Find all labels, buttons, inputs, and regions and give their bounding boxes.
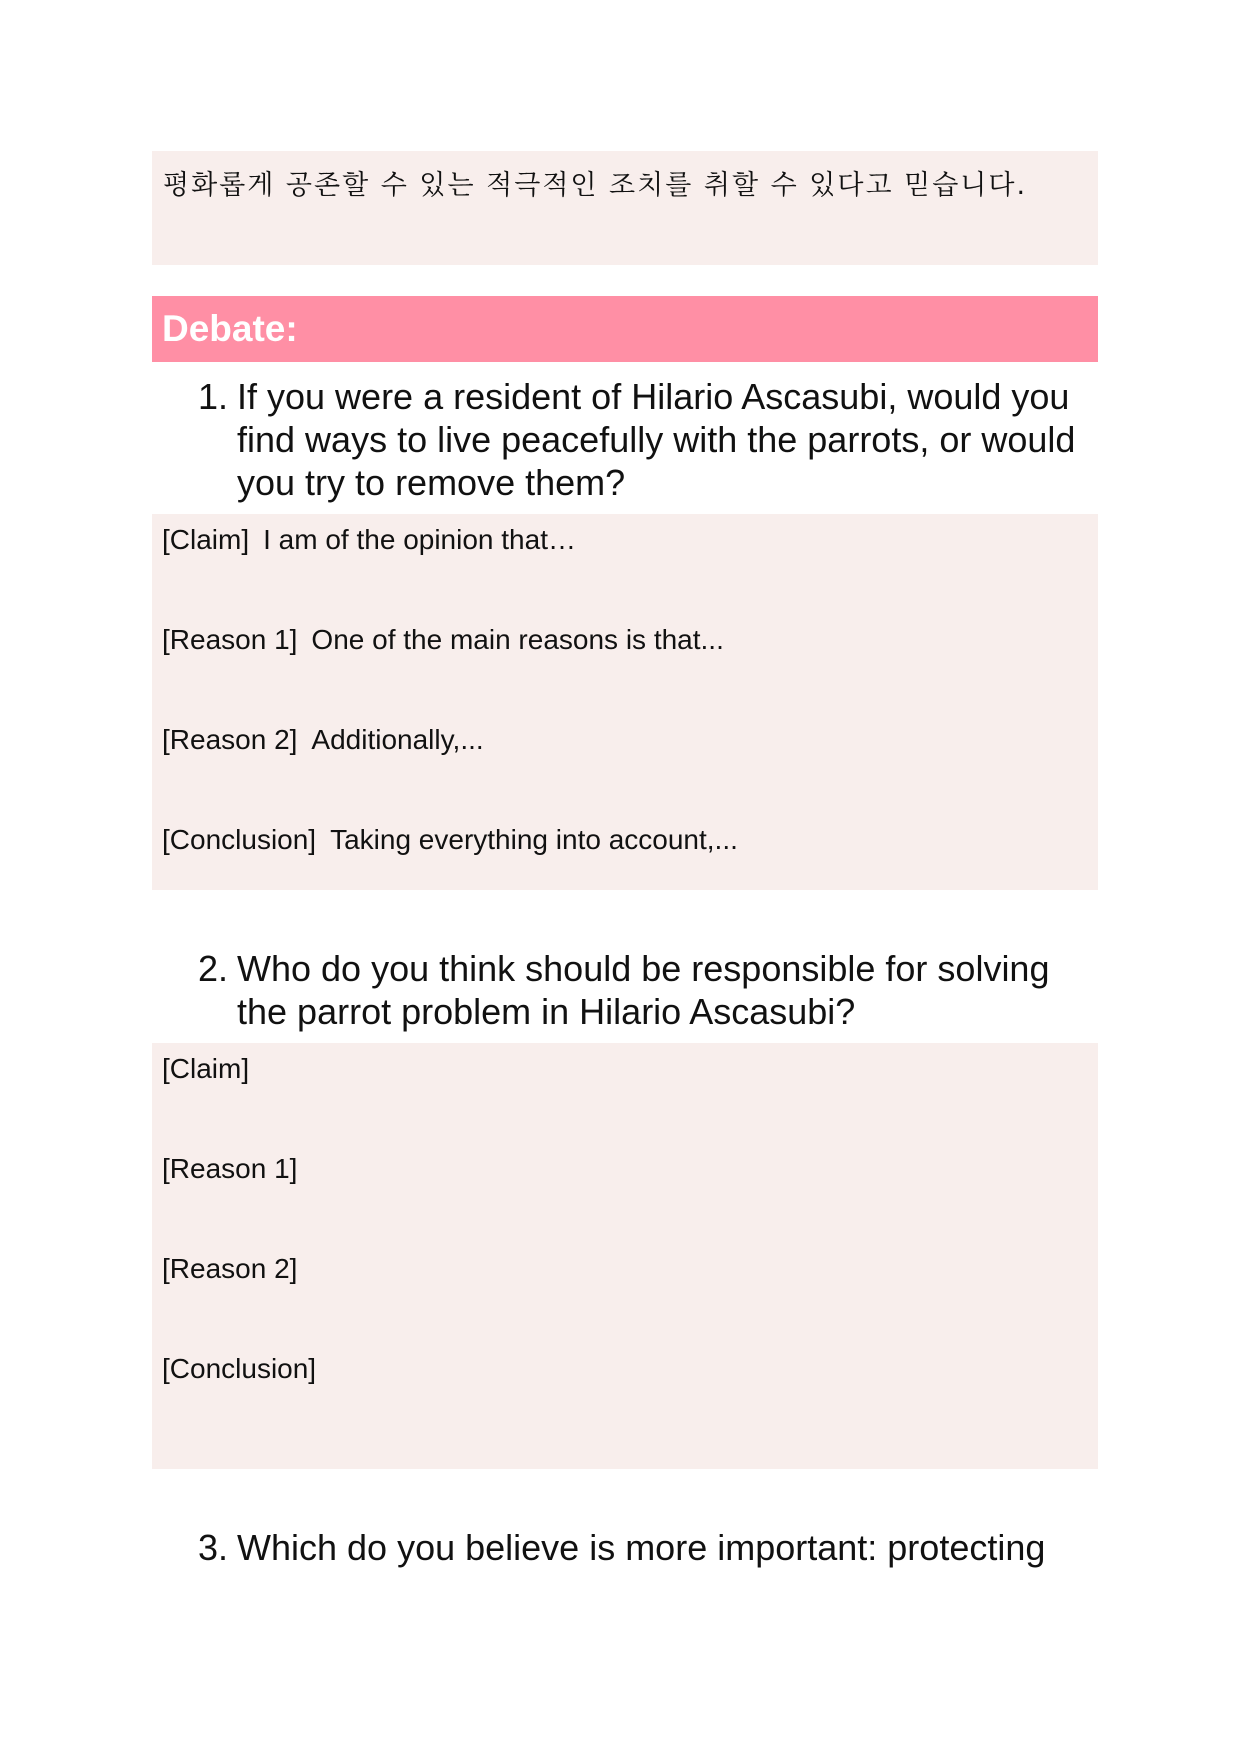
- answer-box-2[interactable]: [152, 1043, 1098, 1469]
- question-3-number: 3.: [198, 1527, 229, 1568]
- question-2-number: 2.: [198, 948, 229, 989]
- question-1-number: 1.: [198, 376, 229, 417]
- answer-1-claim: [162, 524, 576, 556]
- claim-tag: [Claim]: [162, 524, 250, 555]
- reason-2-text: Additionally,...: [311, 724, 484, 755]
- reason-2-tag: [Reason 2]: [162, 724, 298, 755]
- answer-1-conclusion: [162, 824, 738, 856]
- claim-text: I am of the opinion that…: [263, 524, 576, 555]
- answer-2-claim: [162, 1053, 263, 1085]
- conclusion-text: Taking everything into account,...: [330, 824, 738, 855]
- reason-2-tag: [Reason 2]: [162, 1253, 298, 1284]
- question-2: [198, 947, 1098, 1037]
- conclusion-tag: [Conclusion]: [162, 824, 317, 855]
- answer-1-reason-1: [162, 624, 724, 656]
- answer-2-reason-1: [162, 1153, 311, 1185]
- question-1-text: If you were a resident of Hilario Ascasubi, would you find ways to live peacefully with the parrots, or would you try to remove them?: [237, 376, 1076, 503]
- question-2-text: Who do you think should be responsible for solving the parrot problem in Hilario Ascasubi?: [237, 948, 1050, 1032]
- answer-box-1[interactable]: [152, 514, 1098, 890]
- answer-2-conclusion: [162, 1353, 330, 1385]
- question-3: [198, 1526, 1098, 1571]
- previous-answer-box: [152, 151, 1098, 265]
- reason-1-tag: [Reason 1]: [162, 1153, 298, 1184]
- answer-1-reason-2: [162, 724, 484, 756]
- debate-header: [152, 296, 1098, 362]
- reason-1-text: One of the main reasons is that...: [311, 624, 724, 655]
- claim-tag: [Claim]: [162, 1053, 250, 1084]
- answer-2-reason-2: [162, 1253, 311, 1285]
- conclusion-tag: [Conclusion]: [162, 1353, 317, 1384]
- question-1: [198, 375, 1098, 505]
- korean-answer-text: 평화롭게 공존할 수 있는 적극적인 조치를 취할 수 있다고 믿습니다.: [163, 170, 1028, 201]
- debate-label: Debate:: [162, 308, 298, 349]
- reason-1-tag: [Reason 1]: [162, 624, 298, 655]
- question-3-text: Which do you believe is more important: protecting: [237, 1527, 1046, 1568]
